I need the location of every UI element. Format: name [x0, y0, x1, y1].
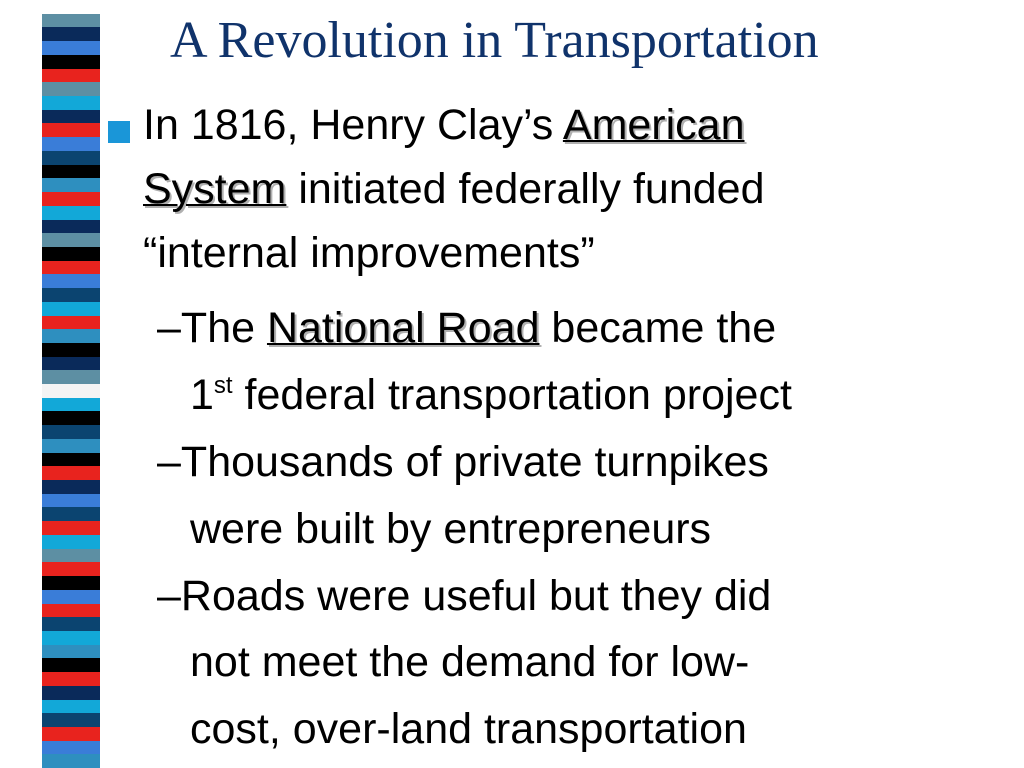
stripe-block: [42, 192, 100, 206]
slide-title: A Revolution in Transportation: [170, 12, 819, 69]
stripe-block: [42, 466, 100, 480]
stripe-block: [42, 137, 100, 151]
american-system-link[interactable]: American: [562, 101, 745, 149]
stripe-block: [42, 0, 100, 14]
stripe-block: [42, 14, 100, 28]
national-road-link[interactable]: National Road: [266, 304, 540, 352]
american-system-link-cont[interactable]: System: [143, 165, 287, 213]
stripe-block: [42, 411, 100, 425]
stripe-block: [42, 82, 100, 96]
sub-bullet-turnpikes-cont: were built by entrepreneurs: [190, 505, 712, 553]
stripe-block: [42, 658, 100, 672]
ordinal-superscript: st: [213, 372, 233, 399]
stripe-block: [42, 631, 100, 645]
stripe-column: [42, 0, 100, 384]
stripe-block: [42, 329, 100, 343]
stripe-block: [42, 343, 100, 357]
stripe-block: [42, 754, 100, 768]
stripe-block: [42, 123, 100, 137]
stripe-block: [42, 206, 100, 220]
stripe-block: [42, 398, 100, 412]
stripe-block: [42, 151, 100, 165]
stripe-block: [42, 370, 100, 384]
stripe-block: [42, 165, 100, 179]
stripe-block: [42, 316, 100, 330]
stripe-block: [42, 727, 100, 741]
stripe-block: [42, 480, 100, 494]
stripe-block: [42, 220, 100, 234]
stripe-block: [42, 617, 100, 631]
sub-bullet-roads: –Roads were useful but they did: [157, 572, 772, 620]
stripe-block: [42, 384, 100, 398]
stripe-block: [42, 110, 100, 124]
stripe-block: [42, 55, 100, 69]
bullet-line-1: [143, 101, 745, 149]
dash: –: [157, 572, 181, 620]
stripe-block: [42, 713, 100, 727]
decorative-stripe: [42, 0, 100, 768]
stripe-block: [42, 535, 100, 549]
stripe-block: [42, 700, 100, 714]
stripe-block: [42, 507, 100, 521]
stripe-block: [42, 686, 100, 700]
stripe-block: [42, 302, 100, 316]
bullet-square-icon: [108, 121, 130, 143]
stripe-block: [42, 69, 100, 83]
bullet-text: In 1816, Henry Clay’s: [143, 101, 563, 149]
stripe-block: [42, 178, 100, 192]
dash: –: [157, 304, 181, 352]
sub-bullet-roads-cont-1: not meet the demand for low-: [190, 638, 750, 686]
stripe-block: [42, 439, 100, 453]
stripe-block: [42, 590, 100, 604]
stripe-block: [42, 645, 100, 659]
stripe-block: [42, 288, 100, 302]
stripe-block: [42, 261, 100, 275]
stripe-block: [42, 521, 100, 535]
stripe-block: [42, 233, 100, 247]
stripe-block: [42, 247, 100, 261]
stripe-block: [42, 604, 100, 618]
sub-bullet-national-road: –The National Road became the: [157, 304, 777, 352]
stripe-block: [42, 576, 100, 590]
stripe-block: [42, 672, 100, 686]
bullet-line-2: [143, 165, 765, 213]
stripe-block: [42, 27, 100, 41]
stripe-block: [42, 425, 100, 439]
stripe-block: [42, 549, 100, 563]
stripe-block: [42, 274, 100, 288]
stripe-block: [42, 494, 100, 508]
sub-bullet-turnpikes: –Thousands of private turnpikes: [157, 438, 769, 486]
bullet-text: initiated federally funded: [286, 165, 765, 213]
stripe-block: [42, 741, 100, 755]
stripe-block: [42, 41, 100, 55]
stripe-column: [42, 384, 100, 768]
dash: –: [157, 438, 181, 486]
sub-bullet-roads-cont-2: cost, over-land transportation: [190, 705, 747, 753]
stripe-block: [42, 357, 100, 371]
stripe-block: [42, 96, 100, 110]
sub-bullet-national-road-cont: 1st federal transportation project: [190, 371, 792, 419]
stripe-block: [42, 562, 100, 576]
bullet-line-3: “internal improvements”: [143, 229, 595, 277]
stripe-block: [42, 453, 100, 467]
